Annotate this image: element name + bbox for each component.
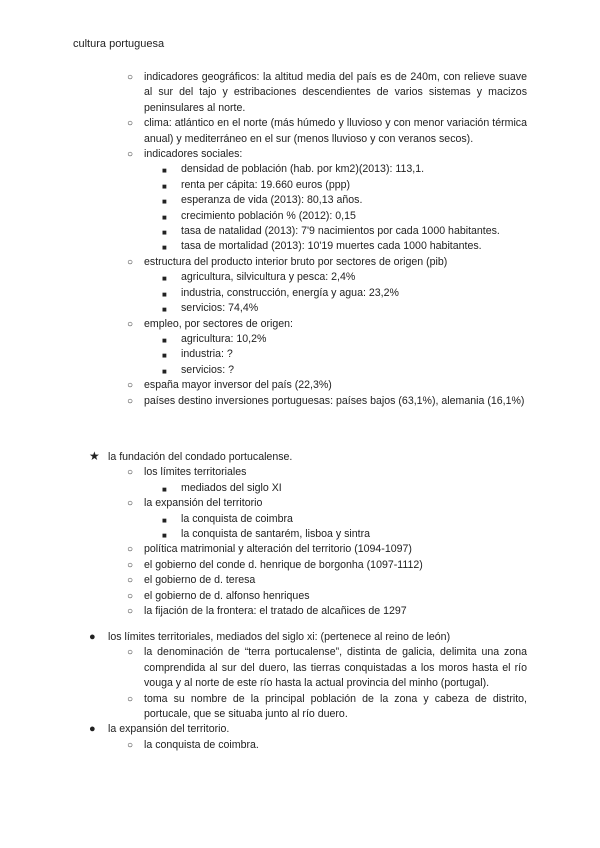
list-item: ○ países destino inversiones portuguesas: países bajos (63,1%), alemania (16,1%): [0, 394, 600, 409]
list-item: ■ agricultura: 10,2%: [0, 332, 600, 347]
square-bullet-icon: ■: [162, 274, 167, 284]
list-item: ■ la conquista de santarém, lisboa y sintra: [0, 527, 600, 542]
circle-bullet-icon: ○: [127, 380, 134, 392]
list-item: ● la expansión del territorio.: [0, 722, 600, 737]
square-bullet-icon: ■: [162, 366, 167, 376]
circle-bullet-icon: ○: [127, 395, 134, 407]
list-item: ■ industria: ?: [0, 347, 600, 362]
square-bullet-icon: ■: [162, 484, 167, 494]
circle-bullet-icon: ○: [127, 467, 134, 479]
list-item: ○ indicadores geográficos: la altitud media del país es de 240m, con relieve suave al sur del tajo y estribaciones descendientes de varios sistemas y macizos peninsulares al norte.: [127, 71, 527, 114]
circle-bullet-icon: ○: [127, 498, 134, 510]
list-item: ○ la fijación de la frontera: el tratado de alcañices de 1297: [0, 604, 600, 619]
section-indicators: [0, 70, 600, 409]
square-bullet-icon: ■: [162, 531, 167, 541]
section-limites: [0, 630, 600, 753]
dot-bullet-icon: ●: [89, 631, 96, 643]
circle-bullet-icon: ○: [127, 739, 134, 751]
circle-bullet-icon: ○: [127, 575, 134, 587]
star-bullet-icon: ★: [89, 449, 100, 463]
document-title: cultura portuguesa: [73, 38, 165, 50]
list-item: ■ agricultura, silvicultura y pesca: 2,4%: [0, 270, 600, 285]
list-item: ■ industria, construcción, energía y agua: 23,2%: [0, 286, 600, 301]
list-item: ■ densidad de población (hab. por km2)(2013): 113,1.: [0, 162, 600, 177]
list-item: ■ servicios: ?: [0, 363, 600, 378]
list-item: ○ toma su nombre de la principal población de la zona y cabeza de distrito, portucale, que se situaba junto al río duero.: [127, 692, 527, 721]
circle-bullet-icon: ○: [127, 256, 134, 268]
circle-bullet-icon: ○: [127, 149, 134, 161]
circle-bullet-icon: ○: [127, 72, 134, 83]
square-bullet-icon: ■: [162, 305, 167, 315]
circle-bullet-icon: ○: [127, 606, 134, 618]
list-item: ○ el gobierno del conde d. henrique de borgonha (1097-1112): [0, 558, 600, 573]
circle-bullet-icon: ○: [127, 647, 134, 659]
circle-bullet-icon: ○: [127, 590, 134, 602]
list-item: ○ los límites territoriales: [0, 465, 600, 480]
square-bullet-icon: ■: [162, 351, 167, 361]
list-item: ■ tasa de natalidad (2013): 7'9 nacimientos por cada 1000 habitantes.: [0, 224, 600, 239]
square-bullet-icon: ■: [162, 243, 167, 253]
list-item: ■ mediados del siglo XI: [0, 481, 600, 496]
list-item: ■ esperanza de vida (2013): 80,13 años.: [0, 193, 600, 208]
circle-bullet-icon: ○: [127, 118, 134, 130]
circle-bullet-icon: ○: [127, 544, 134, 556]
list-item: ★ la fundación del condado portucalense.: [89, 449, 293, 463]
list-item: ○ estructura del producto interior bruto por sectores de origen (pib): [0, 255, 600, 270]
list-item: ■ la conquista de coimbra: [0, 512, 600, 527]
list-item: ■ crecimiento población % (2012): 0,15: [0, 209, 600, 224]
square-bullet-icon: ■: [162, 166, 167, 176]
list-item: ○ política matrimonial y alteración del territorio (1094-1097): [0, 542, 600, 557]
list-item: ■ servicios: 74,4%: [0, 301, 600, 316]
circle-bullet-icon: ○: [127, 693, 134, 705]
list-item: ■ tasa de mortalidad (2013): 10'19 muertes cada 1000 habitantes.: [0, 239, 600, 254]
circle-bullet-icon: ○: [127, 318, 134, 330]
square-bullet-icon: ■: [162, 197, 167, 207]
square-bullet-icon: ■: [162, 212, 167, 222]
list-item: ○ la conquista de coimbra.: [0, 738, 600, 753]
list-item: ■ renta per cápita: 19.660 euros (ppp): [0, 178, 600, 193]
list-item: ○ indicadores sociales:: [0, 147, 600, 162]
square-bullet-icon: ■: [162, 228, 167, 238]
circle-bullet-icon: ○: [127, 559, 134, 571]
list-item: ○ el gobierno de d. teresa: [0, 573, 600, 588]
section-condado: [0, 450, 600, 619]
square-bullet-icon: ■: [162, 335, 167, 345]
list-item: ○ el gobierno de d. alfonso henriques: [0, 589, 600, 604]
list-item: ○ clima: atlántico en el norte (más húmedo y lluvioso y con menor variación térmica anual) y mediterráneo en el sur (menos lluvioso y con veranos secos).: [127, 117, 527, 145]
list-item: ● los límites territoriales, mediados del siglo xi: (pertenece al reino de león): [0, 630, 600, 645]
list-item: ○ la expansión del territorio: [0, 496, 600, 511]
list-item: ○ empleo, por sectores de origen:: [0, 317, 600, 332]
square-bullet-icon: ■: [162, 515, 167, 525]
dot-bullet-icon: ●: [89, 723, 96, 736]
list-item: ○ la denominación de “terra portucalense”, distinta de galicia, delimita una zona comprendida al sur del duero, las tierras conquistadas a los moros hasta el río vouga y al norte de este río hasta la actual provincia del minho (portugal).: [127, 646, 527, 690]
square-bullet-icon: ■: [162, 289, 167, 299]
square-bullet-icon: ■: [162, 181, 167, 191]
list-item: ○ españa mayor inversor del país (22,3%): [0, 378, 600, 393]
